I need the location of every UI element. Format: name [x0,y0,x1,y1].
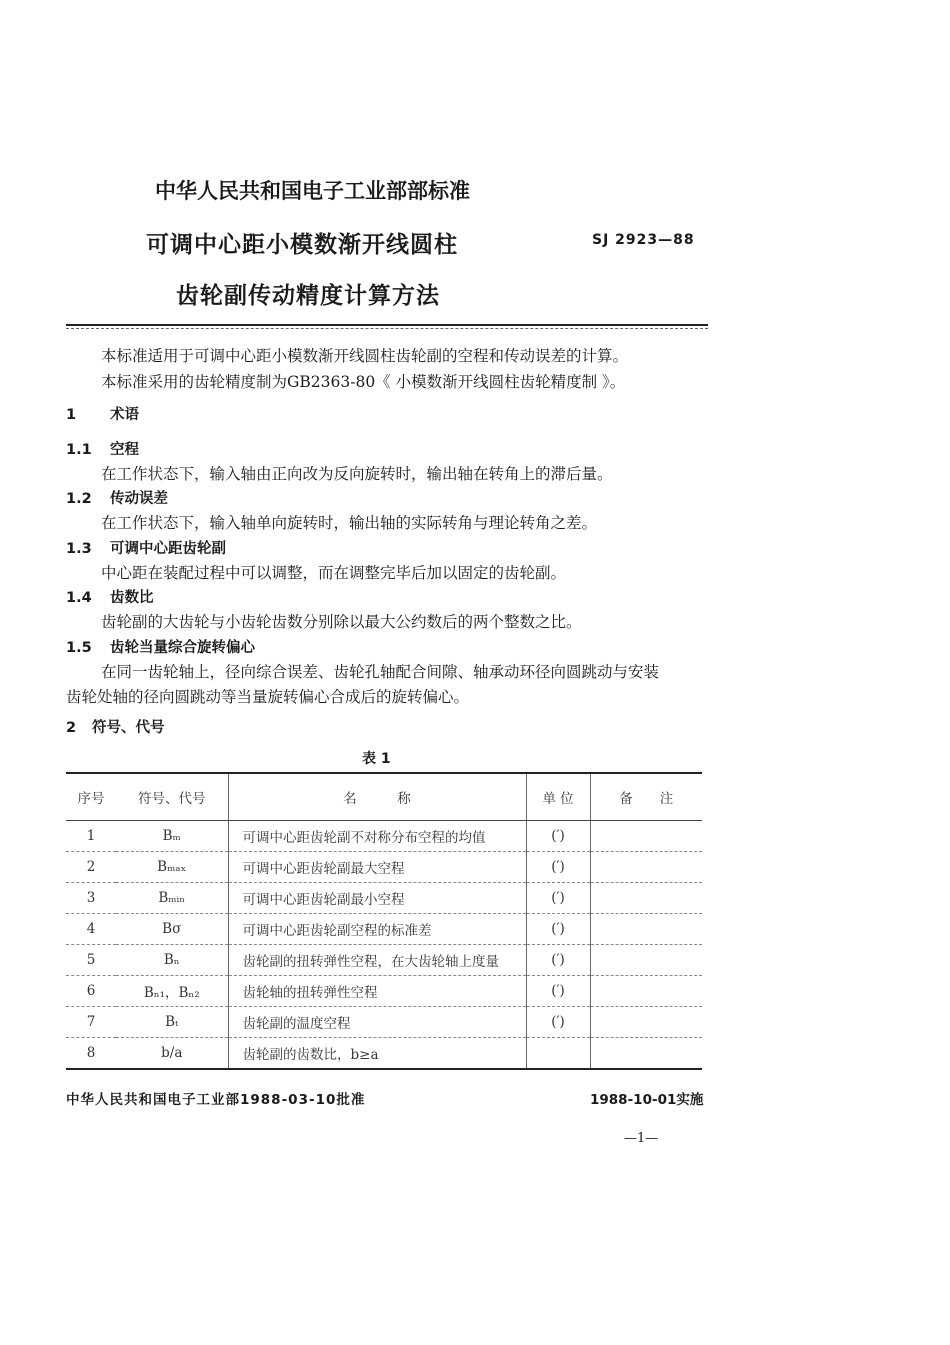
section-1-1-heading [66,438,139,459]
table-caption: 表 1 [362,751,391,767]
cell-name: 可调中心距齿轮副最小空程 [228,883,526,914]
section-title: 齿数比 [110,590,154,606]
cell-unit: (′) [526,1007,590,1038]
table-row [66,852,702,883]
cell-symbol: Bₙ₁，Bₙ₂ [116,976,228,1007]
section-number: 1.1 [66,442,92,458]
cell-note [590,976,702,1007]
header-symbol: 符号、代号 [116,773,228,821]
cell-symbol: Bₘ [116,821,228,852]
header-name: 名 称 [228,773,526,821]
cell-name: 可调中心距齿轮副空程的标准差 [228,914,526,945]
section-title: 术语 [110,407,139,423]
cell-seq: 2 [66,852,116,883]
section-1-2-text: 在工作状态下，输入轴单向旋转时，输出轴的实际转角与理论转角之差。 [101,514,598,532]
section-1-heading [66,403,139,424]
approval-statement: 中华人民共和国电子工业部1988-03-10批准 [66,1092,366,1108]
document-title-line1: 可调中心距小模数渐开线圆柱 [146,232,458,258]
cell-note [590,1038,702,1070]
cell-seq: 5 [66,945,116,976]
header-rule [66,324,708,326]
cell-unit: (′) [526,852,590,883]
cell-symbol: Bₙ [116,945,228,976]
cell-note [590,883,702,914]
section-1-4-text: 齿轮副的大齿轮与小齿轮齿数分别除以最大公约数后的两个整数之比。 [101,613,582,631]
cell-symbol: Bₜ [116,1007,228,1038]
section-1-5-text-line1: 在同一齿轮轴上，径向综合误差、齿轮孔轴配合间隙、轴承动环径向圆跳动与安装 [101,663,660,681]
cell-name: 齿轮副的扭转弹性空程，在大齿轮轴上度量 [228,945,526,976]
section-number: 1 [66,407,77,423]
cell-seq: 1 [66,821,116,852]
table-row [66,945,702,976]
cell-note [590,852,702,883]
section-number: 1.4 [66,590,92,606]
cell-note [590,821,702,852]
table-row [66,1038,702,1070]
section-title: 传动误差 [110,491,168,507]
section-1-3-text: 中心距在装配过程中可以调整，而在调整完毕后加以固定的齿轮副。 [101,564,567,582]
table-row [66,883,702,914]
header-unit: 单 位 [526,773,590,821]
table-row [66,914,702,945]
header-rule-secondary [66,328,708,329]
section-1-5-heading [66,636,255,657]
section-1-1-text: 在工作状态下，输入轴由正向改为反向旋转时，输出轴在转角上的滞后量。 [101,465,613,483]
cell-seq: 6 [66,976,116,1007]
section-title: 齿轮当量综合旋转偏心 [110,640,255,656]
cell-symbol: Bₘₐₓ [116,852,228,883]
cell-unit [526,1038,590,1070]
intro-paragraph-2: 本标准采用的齿轮精度制为GB2363-80《 小模数渐开线圆柱齿轮精度制 》。 [101,373,626,391]
section-title: 空程 [110,442,139,458]
effective-date: 1988-10-01实施 [590,1092,704,1108]
section-number: 1.3 [66,541,92,557]
section-title: 可调中心距齿轮副 [110,541,226,557]
cell-name: 齿轮副的温度空程 [228,1007,526,1038]
section-2-heading [66,716,165,737]
intro-paragraph-1: 本标准适用于可调中心距小模数渐开线圆柱齿轮副的空程和传动误差的计算。 [101,347,629,365]
table-row [66,976,702,1007]
cell-seq: 4 [66,914,116,945]
table-row [66,821,702,852]
cell-note [590,1007,702,1038]
header-note: 备 注 [590,773,702,821]
cell-unit: (′) [526,945,590,976]
cell-name: 可调中心距齿轮副最大空程 [228,852,526,883]
cell-name: 齿轮副的齿数比，b≥a [228,1038,526,1070]
section-1-3-heading [66,537,226,558]
section-number: 2 [66,720,77,736]
section-number: 1.5 [66,640,92,656]
cell-note [590,914,702,945]
cell-unit: (′) [526,883,590,914]
document-title-line2: 齿轮副传动精度计算方法 [176,283,440,309]
cell-seq: 7 [66,1007,116,1038]
cell-symbol: Bₘᵢₙ [116,883,228,914]
issuing-authority: 中华人民共和国电子工业部部标准 [155,179,470,203]
cell-unit: (′) [526,976,590,1007]
section-title: 符号、代号 [92,720,165,736]
page-number: —1— [624,1131,659,1146]
section-number: 1.2 [66,491,92,507]
section-1-2-heading [66,487,168,508]
cell-name: 齿轮轴的扭转弹性空程 [228,976,526,1007]
section-1-4-heading [66,586,154,607]
cell-seq: 3 [66,883,116,914]
symbols-table [66,772,702,1070]
cell-unit: (′) [526,821,590,852]
section-1-5-text-line2: 齿轮处轴的径向圆跳动等当量旋转偏心合成后的旋转偏心。 [66,688,470,706]
table-row [66,1007,702,1038]
cell-note [590,945,702,976]
cell-seq: 8 [66,1038,116,1070]
cell-symbol: b/a [116,1038,228,1070]
header-seq: 序号 [66,773,116,821]
cell-name: 可调中心距齿轮副不对称分布空程的均值 [228,821,526,852]
standard-number: SJ 2923—88 [592,232,695,248]
table-header-row [66,773,702,821]
cell-unit: (′) [526,914,590,945]
cell-symbol: Bσ [116,914,228,945]
